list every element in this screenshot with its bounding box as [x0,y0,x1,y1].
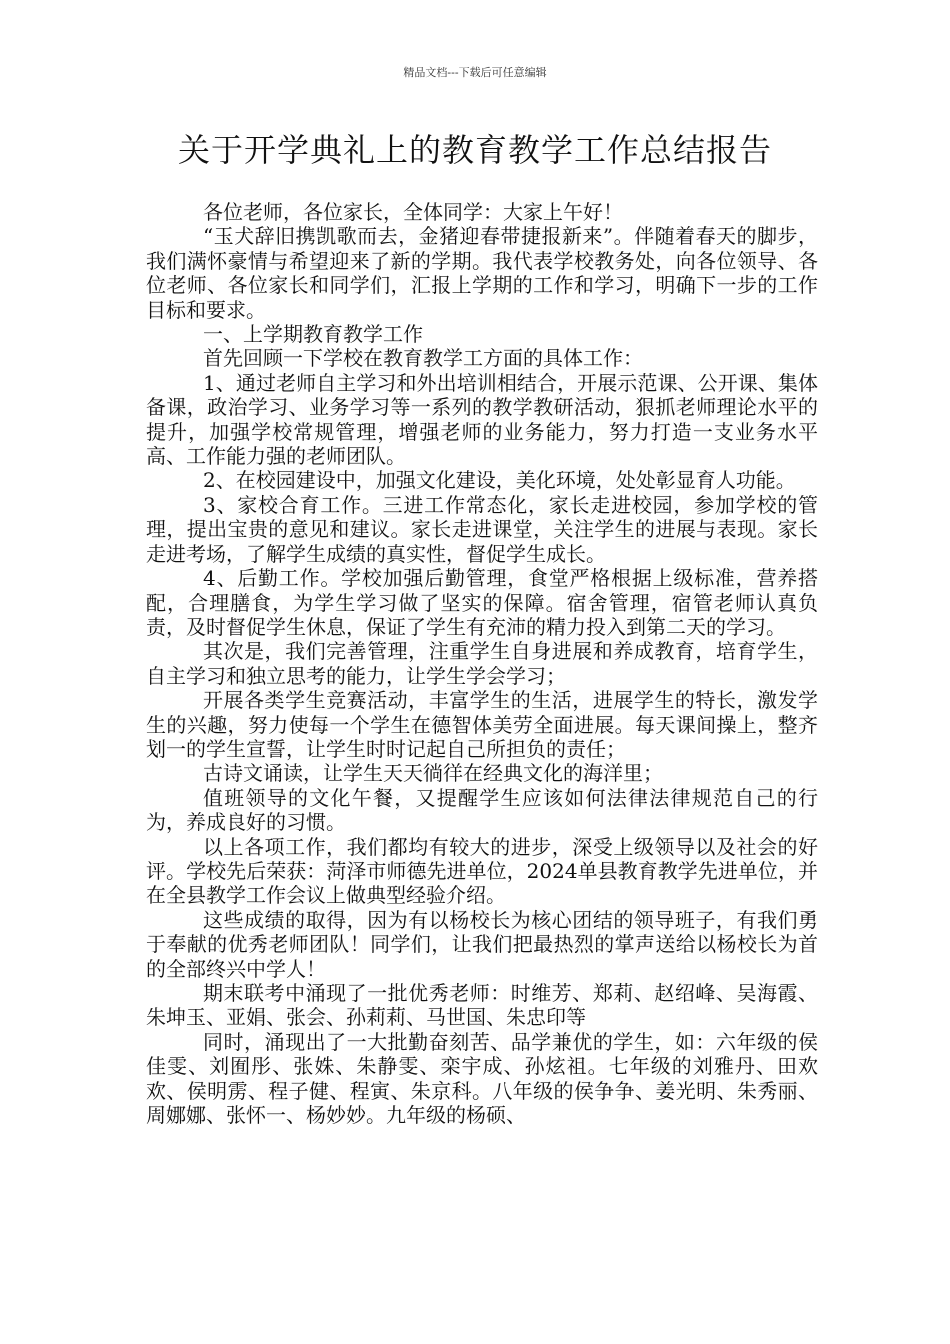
paragraph-opening: “玉犬辞旧携凯歌而去，金猪迎春带捷报新来”。伴随着春天的脚步，我们满怀豪情与希望迎来了新的学期。我代表学校教务处，向各位领导、各位老师、各位家长和同学们，汇报上学期的工作和学习，明确下一步的工作目标和要求。 [146,224,818,322]
paragraph: 以上各项工作，我们都均有较大的进步，深受上级领导以及社会的好评。学校先后荣获：菏泽市师德先进单位，2024单县教育教学先进单位，并在全县教学工作会议上做典型经验介绍。 [146,834,818,908]
section-heading: 一、上学期教育教学工作 [203,322,423,347]
paragraph: 3、家校合育工作。三进工作常态化，家长走进校园，参加学校的管理，提出宝贵的意见和建议。家长走进课堂，关注学生的进展与表现。家长走进考场，了解学生成绩的真实性，督促学生成长。 [146,492,818,566]
paragraph-greeting: 各位老师，各位家长，全体同学：大家上午好！ [203,200,623,224]
paragraph: 这些成绩的取得，因为有以杨校长为核心团结的领导班子，有我们勇于奉献的优秀老师团队！同学们，让我们把最热烈的掌声送给以杨校长为首的全部终兴中学人！ [146,907,818,981]
paragraph: 古诗文诵读，让学生天天徜徉在经典文化的海洋里； [203,761,663,786]
paragraph: 期末联考中涌现了一批优秀老师：时维芳、郑莉、赵绍峰、吴海霞、朱坤玉、亚娟、张会、孙莉莉、马世国、朱忠印等 [146,981,818,1030]
paragraph: 1、通过老师自主学习和外出培训相结合，开展示范课、公开课、集体备课，政治学习、业务学习等一系列的教学教研活动，狠抓老师理论水平的提升，加强学校常规管理，增强老师的业务能力，努力打造一支业务水平高、工作能力强的老师团队。 [146,370,818,469]
paragraph: 4、后勤工作。学校加强后勤管理，食堂严格根据上级标准，营养搭配，合理膳食，为学生学习做了坚实的保障。宿舍管理，宿管老师认真负责，及时督促学生休息，保证了学生有充沛的精力投入到第二天的学习。 [146,566,818,639]
paragraph: 2、在校园建设中，加强文化建设，美化环境，处处彰显育人功能。 [203,468,796,493]
paragraph: 同时，涌现出了一大批勤奋刻苦、品学兼优的学生，如：六年级的侯佳雯、刘囿彤、张姝、朱静雯、栾宇成、孙炫祖。七年级的刘雅丹、田欢欢、侯明雳、程子健、程寅、朱京科。八年级的侯争争、姜光明、朱秀丽、周娜娜、张怀一、杨妙妙。九年级的杨硕、 [146,1029,818,1128]
paragraph: 其次是，我们完善管理，注重学生自身进展和养成教育，培育学生，自主学习和独立思考的能力，让学生学会学习； [146,639,818,688]
document-body [146,200,818,1127]
document-title: 关于开学典礼上的教育教学工作总结报告 [177,131,772,169]
paragraph: 值班领导的文化午餐，又提醒学生应该如何法律法律规范自己的行为，养成良好的习惯。 [146,785,818,835]
header-note: 精品文档---下载后可任意编辑 [403,66,547,79]
paragraph: 首先回顾一下学校在教育教学工方面的具体工作： [203,346,643,371]
paragraph: 开展各类学生竞赛活动，丰富学生的生活，进展学生的特长，激发学生的兴趣，努力使每一个学生在德智体美劳全面进展。每天课间操上，整齐划一的学生宣誓，让学生时时记起自己所担负的责任； [146,688,818,761]
